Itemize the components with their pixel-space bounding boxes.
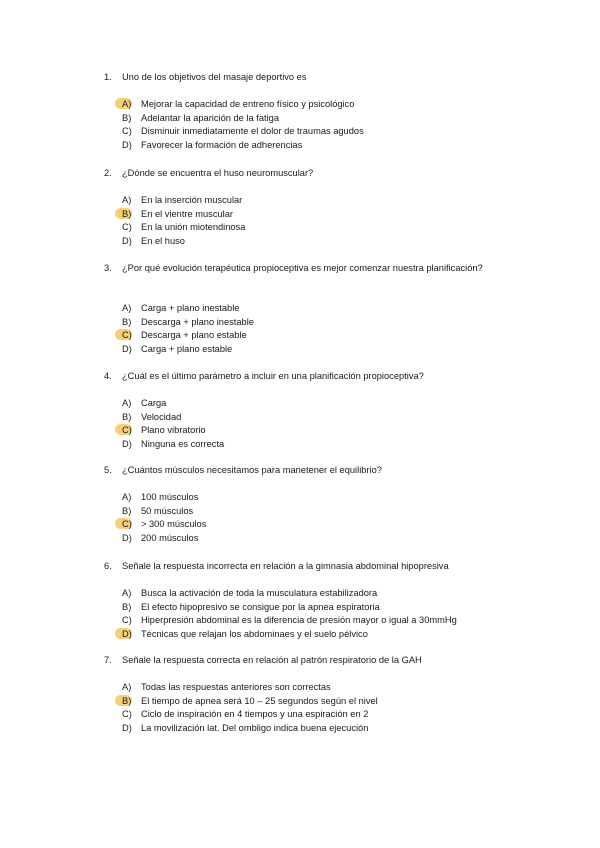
- question-6-option-a[interactable]: [0, 586, 600, 600]
- option-letter: C): [122, 126, 132, 137]
- question-text: ¿Cuántos músculos necesitamos para manetener el equilibrio?: [122, 465, 382, 475]
- question-3-option-d[interactable]: [0, 342, 600, 356]
- question-text: ¿Dónde se encuentra el huso neuromuscular?: [122, 168, 314, 178]
- option-text: En el vientre muscular: [141, 208, 233, 219]
- question-number: 6.: [104, 561, 112, 571]
- option-text: La movilización lat. Del ombligo indica buena ejecución: [141, 723, 369, 734]
- question-1-option-d[interactable]: [0, 138, 600, 152]
- option-letter: D): [122, 439, 132, 450]
- option-letter: D): [122, 629, 132, 640]
- question-text: ¿Por qué evolución terapéutica propioceptiva es mejor comenzar nuestra planificación?: [122, 263, 483, 273]
- option-letter: A): [122, 195, 132, 205]
- option-text: Ninguna es correcta: [141, 439, 225, 450]
- option-letter: A): [122, 303, 132, 313]
- question-4-option-d[interactable]: [0, 437, 600, 451]
- question-3-option-c[interactable]: [0, 328, 600, 342]
- option-text: 50 músculos: [141, 505, 194, 516]
- option-letter: C): [122, 615, 132, 626]
- question-6-option-d[interactable]: [0, 627, 600, 641]
- question-text: Señale la respuesta correcta en relación al patrón respiratorio de la GAH: [122, 655, 422, 665]
- option-letter: C): [122, 709, 132, 720]
- question-6-option-b[interactable]: [0, 600, 600, 614]
- question-2-option-a[interactable]: [0, 193, 600, 207]
- question-number: 1.: [104, 72, 112, 82]
- question-1-option-b[interactable]: [0, 111, 600, 125]
- question-1-option-c[interactable]: [0, 124, 600, 138]
- option-letter: C): [122, 425, 132, 436]
- option-letter: B): [122, 505, 132, 516]
- question-number: 5.: [104, 465, 112, 475]
- option-letter: A): [122, 99, 132, 109]
- question-text: Señale la respuesta incorrecta en relación a la gimnasia abdominal hipopresiva: [122, 561, 449, 571]
- question-2-option-c[interactable]: [0, 220, 600, 234]
- question-4-option-c[interactable]: [0, 423, 600, 437]
- option-letter: C): [122, 330, 132, 341]
- question-5-option-a[interactable]: [0, 490, 600, 504]
- option-text: Descarga + plano inestable: [141, 316, 254, 327]
- option-letter: D): [122, 533, 132, 544]
- option-text: Descarga + plano estable: [141, 330, 247, 341]
- option-letter: D): [122, 723, 132, 734]
- option-letter: D): [122, 140, 132, 151]
- question-2-option-b[interactable]: [0, 207, 600, 221]
- option-text: Carga + plano inestable: [141, 303, 240, 313]
- option-letter: C): [122, 222, 132, 233]
- option-text: Todas las respuestas anteriores son correctas: [141, 682, 331, 692]
- option-letter: B): [122, 112, 132, 123]
- question-number: 2.: [104, 168, 112, 178]
- option-text: Carga: [141, 398, 167, 408]
- option-letter: B): [122, 316, 132, 327]
- question-6-option-c[interactable]: [0, 613, 600, 627]
- question-1-option-a[interactable]: [0, 97, 600, 111]
- question-5-option-b[interactable]: [0, 504, 600, 518]
- question-3-option-a[interactable]: [0, 301, 600, 315]
- option-text: El efecto hipopresivo se consigue por la apnea espiratoria: [141, 601, 380, 612]
- option-letter: A): [122, 398, 132, 408]
- question-text: ¿Cuál es el último parámetro a incluir en una planificación propioceptiva?: [122, 371, 424, 381]
- option-letter: C): [122, 519, 132, 530]
- question-number: 4.: [104, 371, 112, 381]
- question-2-option-d[interactable]: [0, 234, 600, 248]
- option-letter: B): [122, 208, 132, 219]
- question-5-option-c[interactable]: [0, 517, 600, 531]
- option-letter: A): [122, 492, 132, 502]
- option-letter: D): [122, 344, 132, 355]
- question-3-option-b[interactable]: [0, 315, 600, 329]
- option-text: 200 músculos: [141, 533, 199, 544]
- option-text: Hiperpresión abdominal es la diferencia de presión mayor o igual a 30mmHg: [141, 615, 457, 626]
- option-letter: A): [122, 682, 132, 692]
- question-7-option-a[interactable]: [0, 680, 600, 694]
- question-4-option-a[interactable]: [0, 396, 600, 410]
- option-text: En la inserción muscular: [141, 195, 243, 205]
- option-letter: D): [122, 236, 132, 247]
- question-7-option-c[interactable]: [0, 707, 600, 721]
- option-letter: A): [122, 588, 132, 598]
- option-text: El tiempo de apnea será 10 – 25 segundos según el nivel: [141, 695, 378, 706]
- question-5-option-d[interactable]: [0, 531, 600, 545]
- question-number: 3.: [104, 263, 112, 273]
- question-4-option-b[interactable]: [0, 410, 600, 424]
- question-7-option-d[interactable]: [0, 721, 600, 735]
- option-text: En el huso: [141, 236, 185, 247]
- option-text: Plano vibratorio: [141, 425, 206, 436]
- option-text: Favorecer la formación de adherencias: [141, 140, 303, 151]
- option-text: Adelantar la aparición de la fatiga: [141, 112, 279, 123]
- option-text: Velocidad: [141, 411, 182, 422]
- option-text: Ciclo de inspiración en 4 tiempos y una espiración en 2: [141, 709, 369, 720]
- option-text: > 300 músculos: [141, 519, 207, 530]
- option-text: Disminuir inmediatamente el dolor de traumas agudos: [141, 126, 364, 137]
- option-text: Carga + plano estable: [141, 344, 233, 355]
- option-text: En la unión miotendinosa: [141, 222, 246, 233]
- option-letter: B): [122, 695, 132, 706]
- option-text: 100 músculos: [141, 492, 199, 502]
- option-letter: B): [122, 601, 132, 612]
- question-text: Uno de los objetivos del masaje deportivo es: [122, 72, 307, 82]
- option-text: Mejorar la capacidad de entreno físico y psicológico: [141, 99, 355, 109]
- question-number: 7.: [104, 655, 112, 665]
- option-text: Busca la activación de toda la musculatura estabilizadora: [141, 588, 378, 598]
- question-7-option-b[interactable]: [0, 694, 600, 708]
- option-letter: B): [122, 411, 132, 422]
- option-text: Técnicas que relajan los abdominaes y el suelo pélvico: [141, 629, 368, 640]
